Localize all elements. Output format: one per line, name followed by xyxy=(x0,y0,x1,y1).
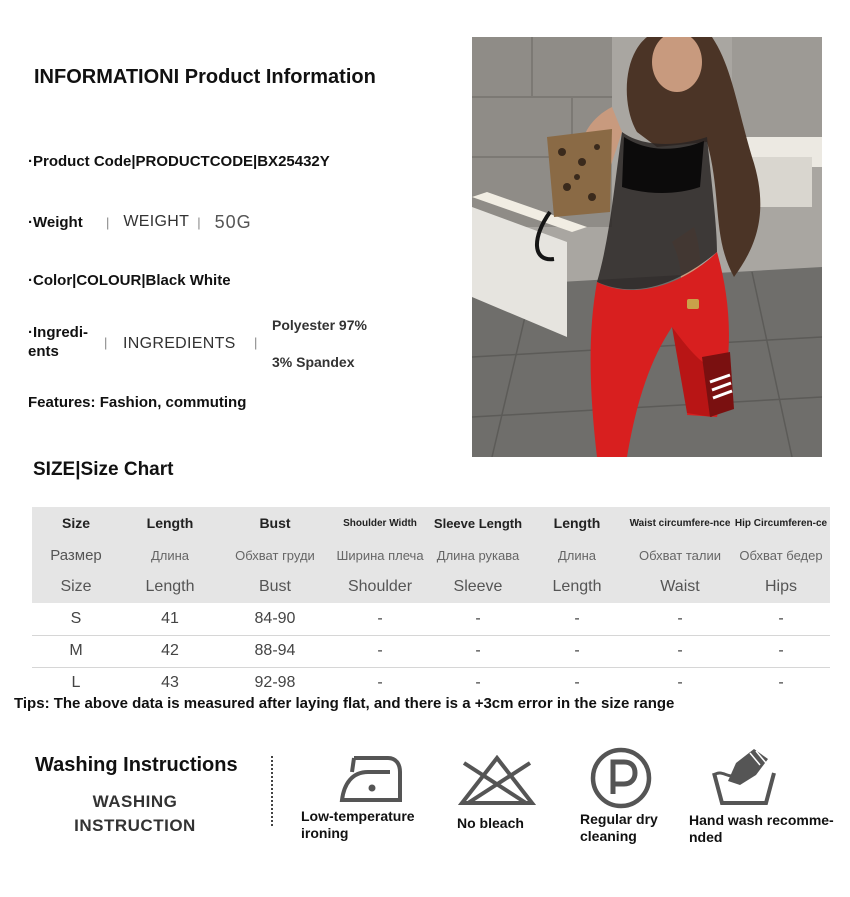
column-header: Hip Circumferen-ce xyxy=(732,507,830,539)
table-cell: - xyxy=(377,674,383,692)
table-cell: - xyxy=(732,635,830,667)
table-cell: - xyxy=(628,603,732,635)
ingredients-en: INGREDIENTS xyxy=(123,335,236,352)
table-cell: 84-90 xyxy=(220,603,330,635)
washing-subtitle-line: INSTRUCTION xyxy=(74,816,196,835)
separator: | xyxy=(254,335,258,350)
column-header-short: Length xyxy=(526,571,628,603)
table-cell: L xyxy=(71,674,81,692)
column-header: Sleeve Length xyxy=(430,507,526,539)
product-photo xyxy=(472,37,822,457)
column-header-short: Bust xyxy=(220,571,330,603)
column-header-ru: Длина рукава xyxy=(430,539,526,571)
table-cell: - xyxy=(330,603,430,635)
size-tips: Tips: The above data is measured after laying flat, and there is a +3cm error in the size range xyxy=(14,695,675,712)
table-cell: - xyxy=(732,603,830,635)
table-cell: 43 xyxy=(161,674,179,692)
column-header-ru: Длина xyxy=(120,539,220,571)
washing-subtitle xyxy=(60,790,210,838)
column-header-short: Size xyxy=(32,571,120,603)
weight-row xyxy=(28,210,252,234)
size-chart-header-en xyxy=(32,507,830,539)
column-header-ru: Размер xyxy=(32,539,120,571)
wash-label-hand xyxy=(689,812,834,846)
table-cell: 88-94 xyxy=(220,635,330,667)
washing-subtitle-line: WASHING xyxy=(92,792,178,811)
column-header-ru: Длина xyxy=(526,539,628,571)
wash-label-line: Regular dry xyxy=(580,811,658,827)
ingredient-polyester: Polyester 97% xyxy=(272,317,367,333)
product-color: ·Color|COLOUR|Black White xyxy=(28,272,231,289)
table-cell: - xyxy=(526,635,628,667)
table-cell: - xyxy=(330,635,430,667)
table-row xyxy=(32,635,830,667)
table-cell: 41 xyxy=(120,603,220,635)
table-row xyxy=(32,603,830,635)
separator: | xyxy=(104,335,108,350)
table-cell: - xyxy=(526,603,628,635)
divider xyxy=(271,756,273,826)
column-header-ru: Обхват груди xyxy=(220,539,330,571)
table-cell: - xyxy=(475,674,481,692)
column-header-short: Length xyxy=(120,571,220,603)
table-cell: 92-98 xyxy=(254,674,296,692)
ingredient-spandex: 3% Spandex xyxy=(272,354,355,370)
ingredients-label: ·Ingredi-ents xyxy=(28,324,88,360)
table-cell: - xyxy=(430,603,526,635)
washing-title: Washing Instructions xyxy=(35,754,238,776)
column-header: Length xyxy=(526,507,628,539)
size-chart-header-short xyxy=(32,571,830,603)
product-features: Features: Fashion, commuting xyxy=(28,394,247,411)
column-header-short: Hips xyxy=(732,571,830,603)
wash-label-line: ironing xyxy=(301,825,349,841)
wash-label-line: cleaning xyxy=(580,828,637,844)
table-cell: 42 xyxy=(120,635,220,667)
table-cell: - xyxy=(628,635,732,667)
column-header-short: Shoulder xyxy=(330,571,430,603)
column-header-ru: Ширина плеча xyxy=(330,539,430,571)
column-header-short: Sleeve xyxy=(430,571,526,603)
column-header: Length xyxy=(120,507,220,539)
no-bleach-icon xyxy=(458,755,536,807)
weight-en: WEIGHT xyxy=(123,213,190,230)
wash-label-line: Hand wash recomme- xyxy=(689,812,834,828)
wash-label-dry xyxy=(580,811,658,845)
separator: | xyxy=(106,214,110,230)
column-header: Shoulder Width xyxy=(330,507,430,539)
size-chart-table xyxy=(32,507,830,699)
size-chart-title: SIZE|Size Chart xyxy=(33,459,174,480)
product-info-title: INFORMATIONI Product Information xyxy=(34,66,376,88)
weight-label: ·Weight xyxy=(28,213,83,231)
wash-label-bleach xyxy=(457,815,524,832)
column-header-ru: Обхват бедер xyxy=(732,539,830,571)
table-cell: S xyxy=(32,603,120,635)
table-cell: M xyxy=(32,635,120,667)
column-header: Size xyxy=(32,507,120,539)
column-header-ru: Обхват талии xyxy=(628,539,732,571)
wash-label-line: nded xyxy=(689,829,723,845)
column-header-short: Waist xyxy=(628,571,732,603)
wash-label-line: No bleach xyxy=(457,815,524,831)
column-header: Bust xyxy=(220,507,330,539)
column-header: Waist circumfere-nce xyxy=(628,507,732,539)
wash-label-line: Low-temperature xyxy=(301,808,415,824)
size-chart-header-ru xyxy=(32,539,830,571)
model-illustration xyxy=(472,37,822,457)
dry-clean-icon xyxy=(589,746,653,810)
product-code: ·Product Code|PRODUCTCODE|BX25432Y xyxy=(28,153,330,170)
weight-value: 50G xyxy=(214,211,252,232)
wash-label-iron xyxy=(301,808,415,842)
hand-wash-icon xyxy=(710,745,778,807)
table-cell: - xyxy=(430,635,526,667)
separator: | xyxy=(197,214,201,230)
iron-icon xyxy=(338,754,406,806)
table-cell: - xyxy=(677,674,683,692)
table-cell: - xyxy=(574,674,580,692)
table-cell: - xyxy=(778,674,784,692)
